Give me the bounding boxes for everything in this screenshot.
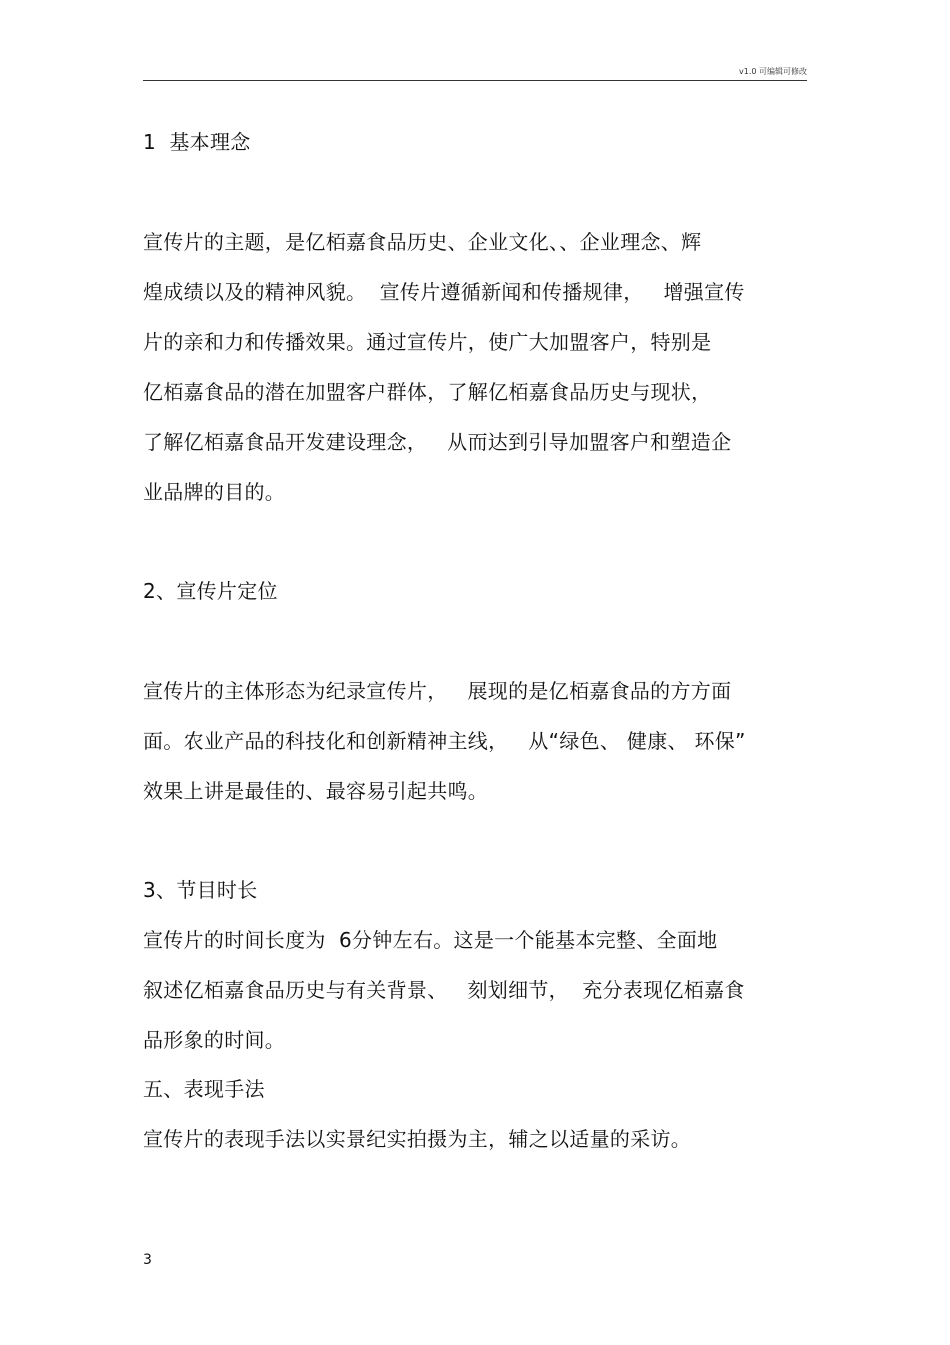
section-3-line-1: 宣传片的时间长度为 6分钟左右。这是一个能基本完整、全面地 (143, 928, 718, 952)
section-1-line-3: 片的亲和力和传播效果。通过宣传片，使广大加盟客户，特别是 (143, 330, 712, 354)
section-1-line-5: 了解亿栢嘉食品开发建设理念， 从而达到引导加盟客户和塑造企 (143, 430, 732, 454)
section-1-line-6: 业品牌的目的。 (143, 480, 286, 504)
section-1-line-1: 宣传片的主题，是亿栢嘉食品历史、企业文化、、企业理念、辉 (143, 230, 702, 254)
section-3-heading: 3、节目时长 (143, 878, 258, 902)
section-1-line-2: 煌成绩以及的精神风貌。 宣传片遵循新闻和传播规律， 增强宣传 (143, 280, 745, 304)
section-2-line-1: 宣传片的主体形态为纪录宣传片， 展现的是亿栢嘉食品的方方面 (143, 679, 732, 703)
section-3-line-2: 叙述亿栢嘉食品历史与有关背景、 刻划细节， 充分表现亿栢嘉食 (143, 978, 745, 1002)
section-2-line-2: 面。农业产品的科技化和创新精神主线， 从“绿色、 健康、 环保” (143, 729, 746, 753)
page-number: 3 (143, 1252, 152, 1268)
section-5-line-1: 宣传片的表现手法以实景纪实拍摄为主，辅之以适量的采访。 (143, 1127, 692, 1151)
header-rule (143, 80, 807, 81)
header-version-text: v1.0 可编辑可修改 (739, 67, 807, 76)
section-3-line-3: 品形象的时间。 (143, 1028, 286, 1052)
section-5-heading: 五、表现手法 (143, 1077, 265, 1101)
section-2-heading: 2、宣传片定位 (143, 579, 278, 603)
section-1-line-4: 亿栢嘉食品的潜在加盟客户群体，了解亿栢嘉食品历史与现状， (143, 380, 712, 404)
section-2-line-3: 效果上讲是最佳的、最容易引起共鸣。 (143, 779, 489, 803)
section-1-heading: 1 基本理念 (143, 130, 251, 154)
